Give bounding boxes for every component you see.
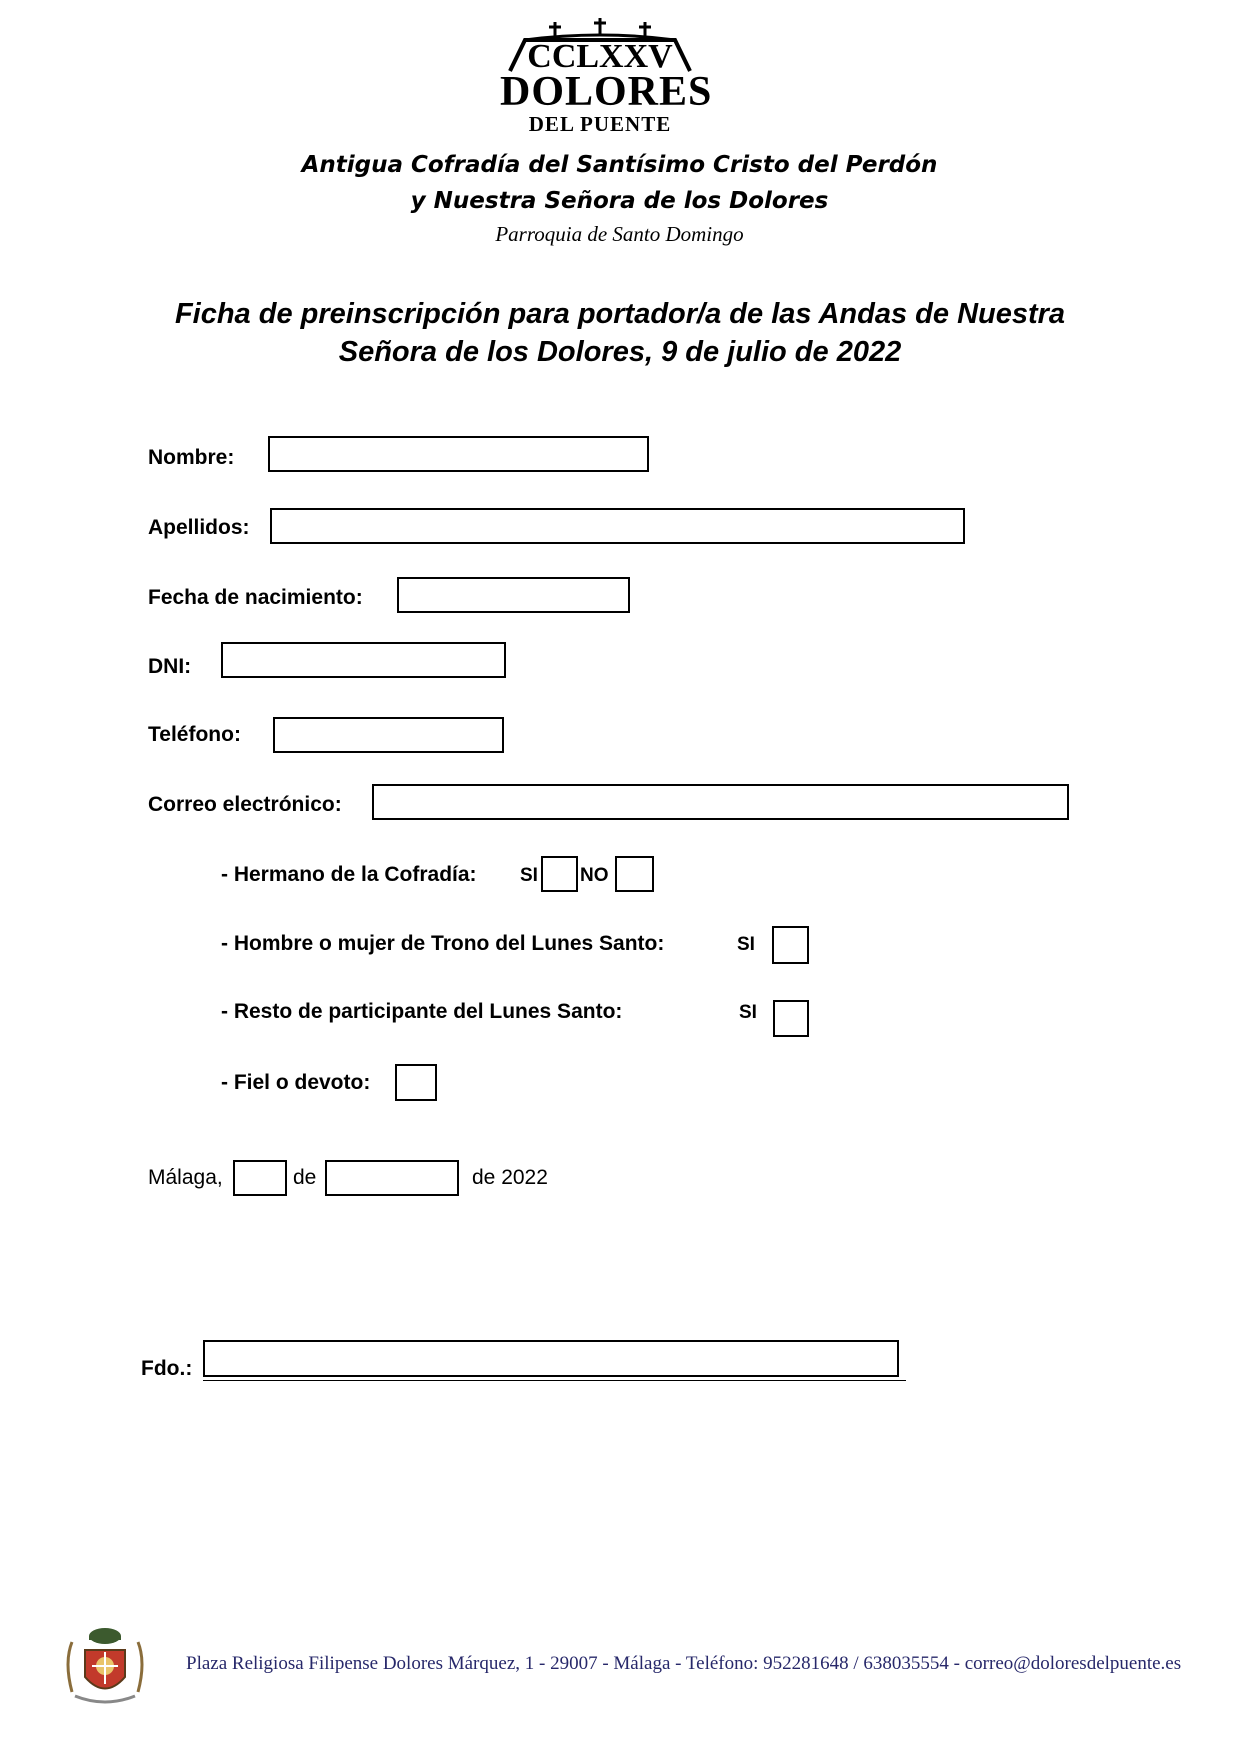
apellidos-label: Apellidos: [148, 516, 250, 539]
fiel-label: - Fiel o devoto: [221, 1071, 371, 1094]
dni-input[interactable] [221, 642, 506, 678]
telefono-input[interactable] [273, 717, 504, 753]
city-label: Málaga, [148, 1166, 223, 1189]
correo-label: Correo electrónico: [148, 793, 342, 816]
de-label-1: de [293, 1166, 317, 1189]
hermano-no-checkbox[interactable] [615, 856, 654, 892]
hermano-label: - Hermano de la Cofradía: [221, 863, 477, 886]
nombre-input[interactable] [268, 436, 649, 472]
day-input[interactable] [233, 1160, 287, 1196]
logo-subname: DEL PUENTE [528, 112, 672, 136]
fiel-checkbox[interactable] [395, 1064, 437, 1101]
confraternity-name-line1: Antigua Cofradía del Santísimo Cristo del Perdón [301, 152, 938, 178]
nombre-label: Nombre: [148, 446, 235, 469]
resto-si-checkbox[interactable] [773, 1000, 809, 1037]
trono-si-checkbox[interactable] [772, 926, 809, 964]
signature-input[interactable] [203, 1340, 899, 1377]
trono-label: - Hombre o mujer de Trono del Lunes Santo: [221, 932, 665, 955]
hermano-si-label: SI [520, 865, 538, 886]
form-title-line2: Señora de los Dolores, 9 de julio de 2022 [338, 336, 902, 368]
telefono-label: Teléfono: [148, 723, 241, 746]
fecha-nacimiento-input[interactable] [397, 577, 630, 613]
coat-of-arms-icon [60, 1622, 150, 1708]
form-title [120, 295, 1120, 371]
form-title-line1: Ficha de preinscripción para portador/a de las Andas de Nuestra [174, 298, 1066, 330]
signature-line [203, 1380, 906, 1381]
correo-input[interactable] [372, 784, 1069, 820]
logo-numeral: CCLXXV [527, 38, 673, 75]
resto-label: - Resto de participante del Lunes Santo: [221, 1000, 623, 1023]
brotherhood-logo [500, 16, 713, 136]
hermano-si-checkbox[interactable] [541, 856, 578, 892]
resto-si-label: SI [739, 1002, 757, 1023]
year-label: de 2022 [472, 1166, 548, 1189]
signature-label: Fdo.: [141, 1357, 193, 1380]
hermano-no-label: NO [580, 865, 609, 886]
dni-label: DNI: [148, 655, 192, 678]
apellidos-input[interactable] [270, 508, 965, 544]
trono-si-label: SI [737, 934, 755, 955]
footer-address: Plaza Religiosa Filipense Dolores Márquez, 1 - 29007 - Málaga - Teléfono: 952281648 / 638035554 - correo@doloresdelpuente.es [186, 1653, 1182, 1674]
logo-name: DOLORES [500, 69, 713, 115]
month-input[interactable] [325, 1160, 459, 1196]
confraternity-name-line2: y Nuestra Señora de los Dolores [410, 188, 829, 214]
fecha-nacimiento-label: Fecha de nacimiento: [148, 586, 363, 609]
parish-name: Parroquia de Santo Domingo [495, 222, 744, 246]
